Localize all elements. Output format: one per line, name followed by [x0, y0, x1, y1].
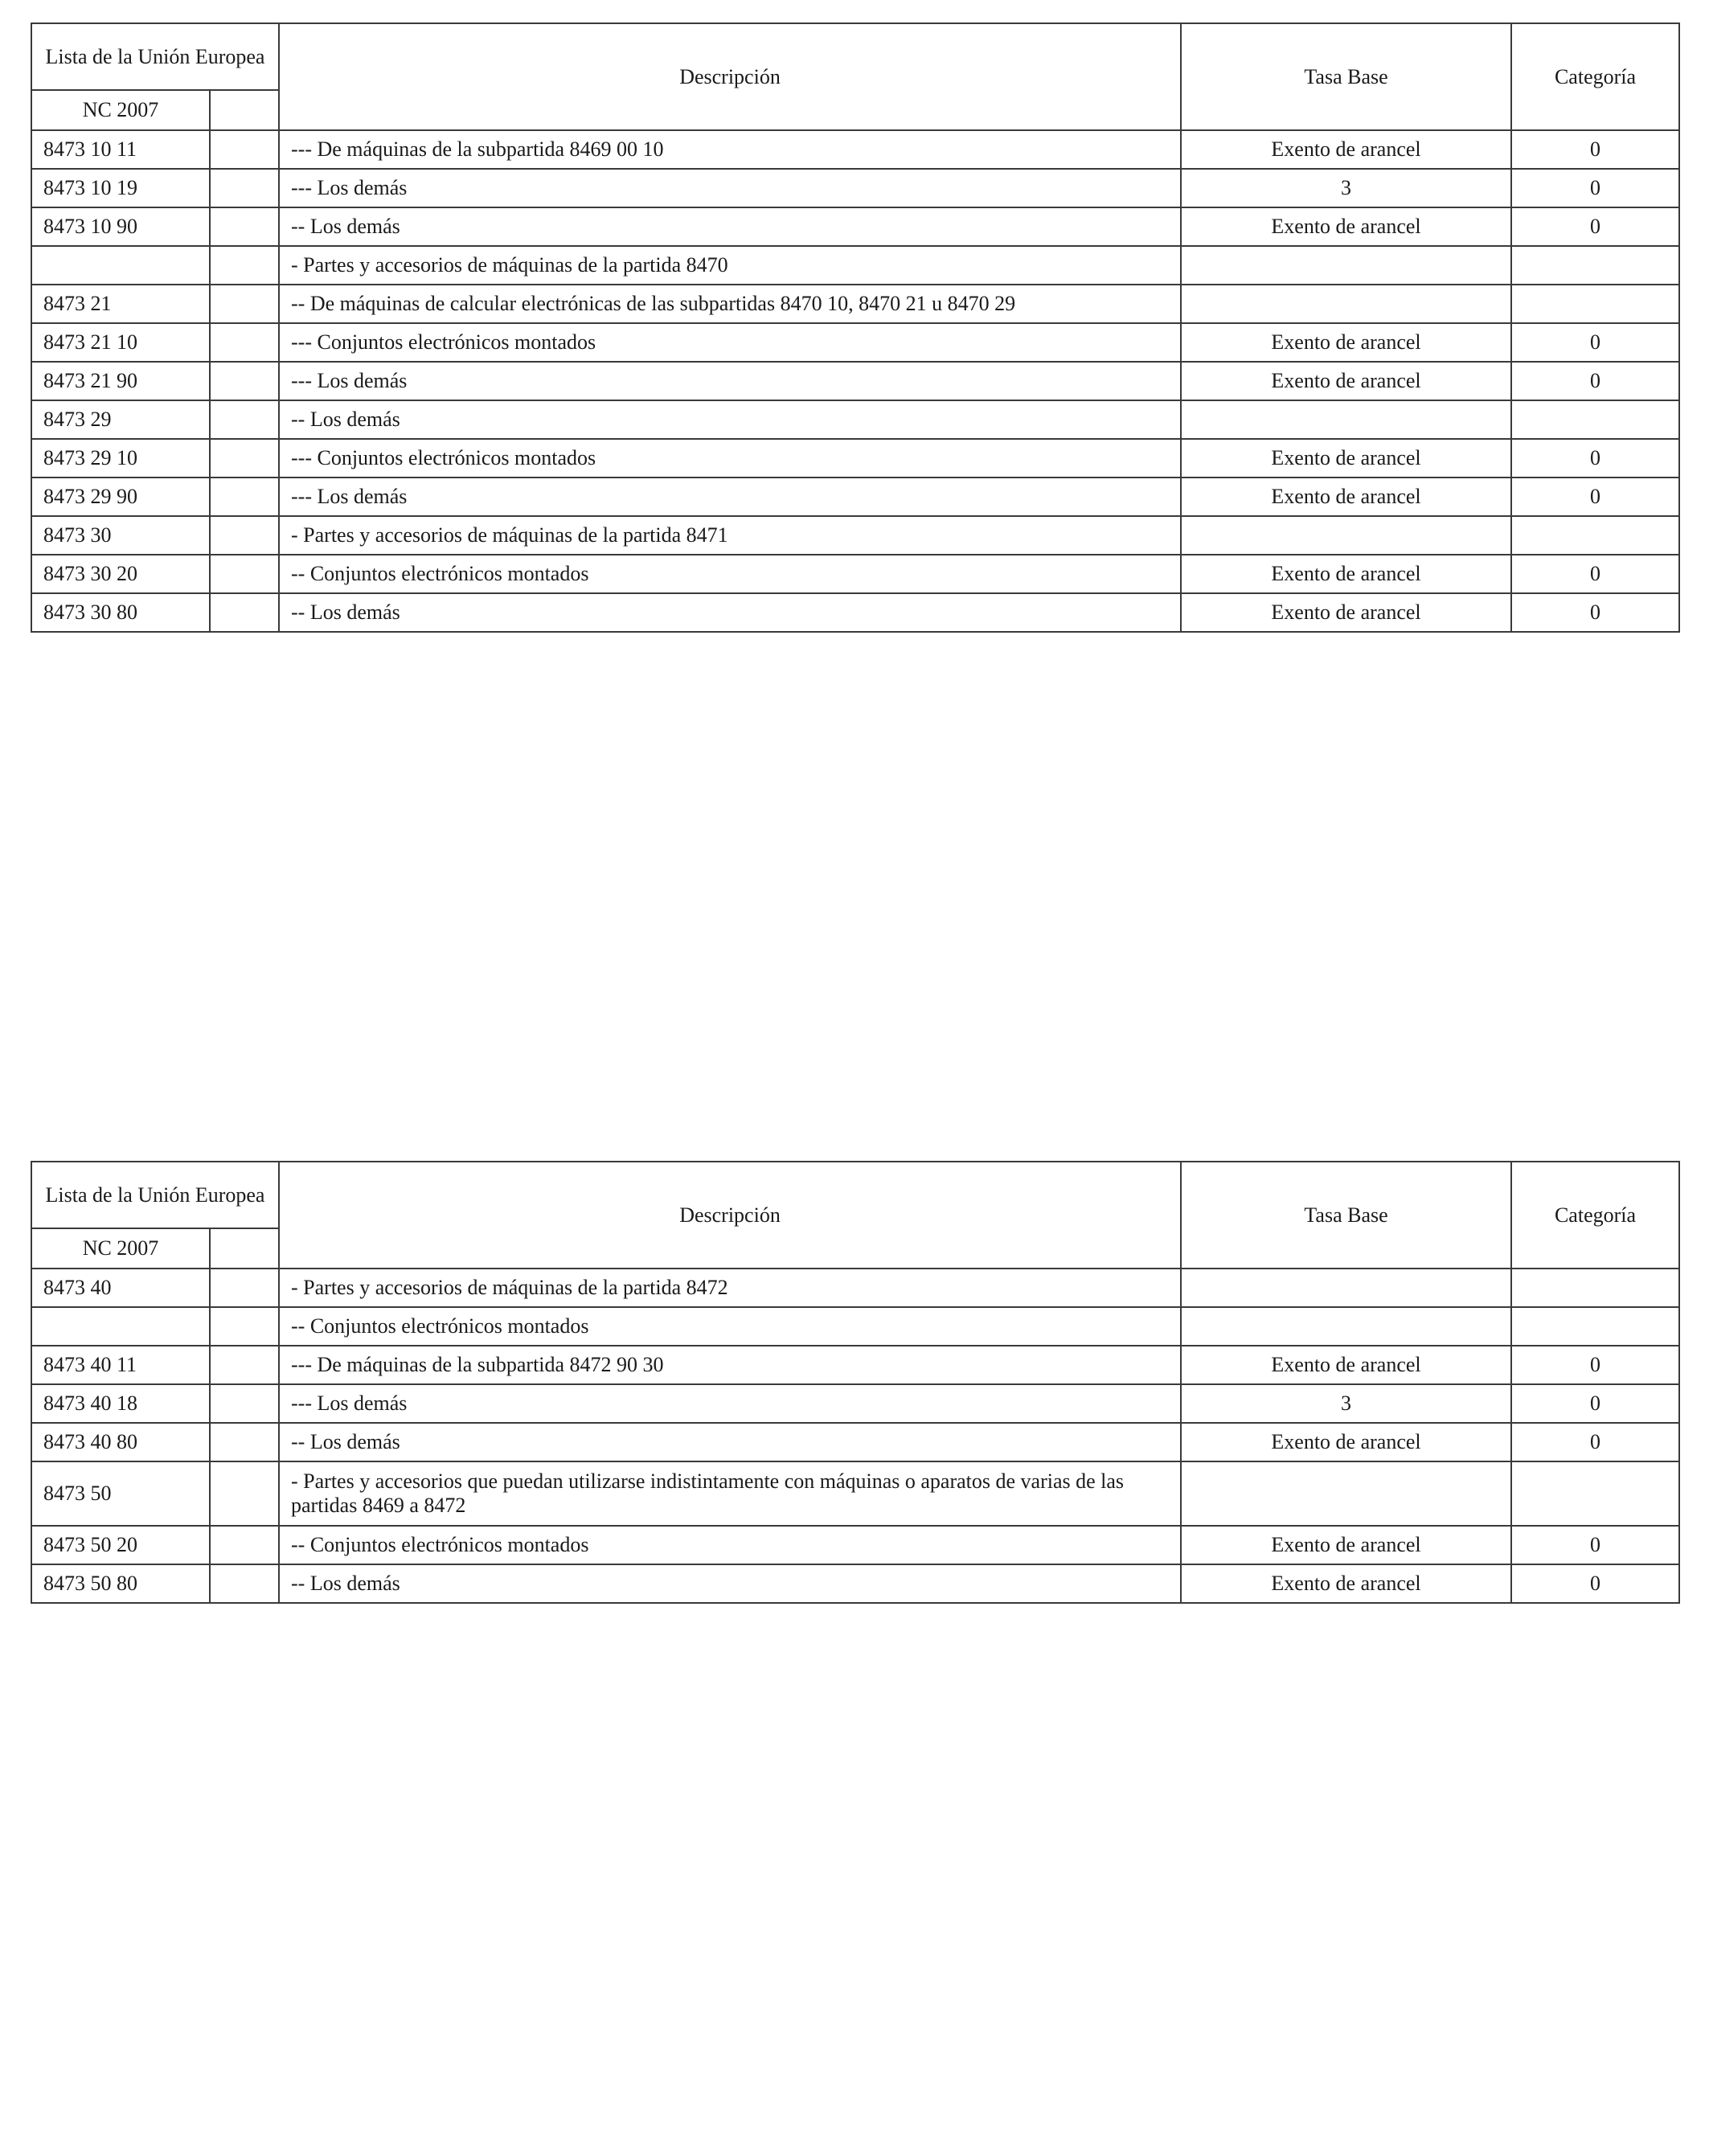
base-rate-cell: Exento de arancel — [1181, 130, 1511, 169]
nc-code-cell: 8473 21 10 — [31, 323, 210, 362]
table-row — [31, 323, 1679, 362]
empty-cell — [210, 285, 279, 323]
tariff-table-1 — [31, 23, 1680, 633]
empty-cell — [210, 1423, 279, 1461]
nc-code-cell: 8473 21 — [31, 285, 210, 323]
nc-code-cell: 8473 30 20 — [31, 555, 210, 593]
table-row — [31, 246, 1679, 285]
empty-header-cell — [210, 90, 279, 130]
nc-header: NC 2007 — [31, 1228, 210, 1269]
description-cell: --- De máquinas de la subpartida 8469 00 10 — [279, 130, 1181, 169]
nc-code-cell: 8473 21 90 — [31, 362, 210, 400]
description-cell: --- Conjuntos electrónicos montados — [279, 439, 1181, 478]
table-row — [31, 1384, 1679, 1423]
base-rate-cell — [1181, 285, 1511, 323]
base-rate-cell — [1181, 1307, 1511, 1346]
category-cell — [1511, 1269, 1679, 1307]
table-row — [31, 400, 1679, 439]
nc-code-cell — [31, 246, 210, 285]
category-cell — [1511, 1307, 1679, 1346]
empty-cell — [210, 1564, 279, 1603]
description-cell: -- Los demás — [279, 1423, 1181, 1461]
category-cell — [1511, 400, 1679, 439]
nc-code-cell: 8473 10 90 — [31, 207, 210, 246]
base-rate-cell: 3 — [1181, 1384, 1511, 1423]
table-row — [31, 169, 1679, 207]
description-cell: - Partes y accesorios de máquinas de la partida 8470 — [279, 246, 1181, 285]
table-row — [31, 1526, 1679, 1564]
empty-cell — [210, 400, 279, 439]
list-header: Lista de la Unión Europea — [31, 1162, 279, 1228]
empty-cell — [210, 516, 279, 555]
base-rate-cell: Exento de arancel — [1181, 362, 1511, 400]
empty-cell — [210, 593, 279, 632]
nc-code-cell: 8473 40 18 — [31, 1384, 210, 1423]
base-rate-cell — [1181, 400, 1511, 439]
empty-cell — [210, 1307, 279, 1346]
category-cell: 0 — [1511, 130, 1679, 169]
nc-code-cell: 8473 10 11 — [31, 130, 210, 169]
base-rate-cell — [1181, 246, 1511, 285]
category-header: Categoría — [1511, 23, 1679, 130]
category-cell — [1511, 285, 1679, 323]
empty-cell — [210, 130, 279, 169]
description-cell: -- Conjuntos electrónicos montados — [279, 1307, 1181, 1346]
category-header: Categoría — [1511, 1162, 1679, 1269]
nc-code-cell: 8473 30 — [31, 516, 210, 555]
description-cell: -- Los demás — [279, 1564, 1181, 1603]
empty-cell — [210, 1384, 279, 1423]
description-cell: - Partes y accesorios de máquinas de la partida 8472 — [279, 1269, 1181, 1307]
base-rate-cell: Exento de arancel — [1181, 439, 1511, 478]
base-rate-cell: Exento de arancel — [1181, 1346, 1511, 1384]
category-cell: 0 — [1511, 593, 1679, 632]
nc-code-cell: 8473 10 19 — [31, 169, 210, 207]
category-cell — [1511, 516, 1679, 555]
base-rate-cell — [1181, 516, 1511, 555]
nc-code-cell: 8473 40 80 — [31, 1423, 210, 1461]
category-cell: 0 — [1511, 439, 1679, 478]
category-cell: 0 — [1511, 207, 1679, 246]
base-rate-header: Tasa Base — [1181, 23, 1511, 130]
empty-header-cell — [210, 1228, 279, 1269]
category-cell: 0 — [1511, 169, 1679, 207]
table-row — [31, 516, 1679, 555]
description-header: Descripción — [279, 1162, 1181, 1269]
empty-cell — [210, 1526, 279, 1564]
base-rate-cell: Exento de arancel — [1181, 1564, 1511, 1603]
empty-cell — [210, 439, 279, 478]
table-row — [31, 1269, 1679, 1307]
base-rate-cell: Exento de arancel — [1181, 1526, 1511, 1564]
empty-cell — [210, 555, 279, 593]
description-cell: --- Conjuntos electrónicos montados — [279, 323, 1181, 362]
category-cell — [1511, 1461, 1679, 1526]
table-row — [31, 555, 1679, 593]
nc-code-cell: 8473 40 11 — [31, 1346, 210, 1384]
nc-code-cell: 8473 29 10 — [31, 439, 210, 478]
tariff-table-2 — [31, 1161, 1680, 1604]
category-cell: 0 — [1511, 1423, 1679, 1461]
nc-code-cell: 8473 29 — [31, 400, 210, 439]
category-cell — [1511, 246, 1679, 285]
nc-code-cell: 8473 50 — [31, 1461, 210, 1526]
nc-code-cell: 8473 30 80 — [31, 593, 210, 632]
table-row — [31, 593, 1679, 632]
base-rate-cell: Exento de arancel — [1181, 593, 1511, 632]
description-cell: -- Los demás — [279, 593, 1181, 632]
description-cell: -- Los demás — [279, 207, 1181, 246]
category-cell: 0 — [1511, 1564, 1679, 1603]
description-cell: - Partes y accesorios que puedan utilizarse indistintamente con máquinas o aparatos de varias de las partidas 8469 a 8472 — [279, 1461, 1181, 1526]
empty-cell — [210, 1461, 279, 1526]
nc-code-cell: 8473 50 20 — [31, 1526, 210, 1564]
description-cell: -- Conjuntos electrónicos montados — [279, 555, 1181, 593]
table-row — [31, 439, 1679, 478]
base-rate-cell: 3 — [1181, 169, 1511, 207]
category-cell: 0 — [1511, 1346, 1679, 1384]
header-row — [31, 1162, 1679, 1228]
header-row — [31, 23, 1679, 90]
base-rate-cell — [1181, 1461, 1511, 1526]
table-row — [31, 1346, 1679, 1384]
empty-cell — [210, 478, 279, 516]
empty-cell — [210, 169, 279, 207]
table-row — [31, 362, 1679, 400]
base-rate-header: Tasa Base — [1181, 1162, 1511, 1269]
table-body — [31, 23, 1679, 632]
table-row — [31, 285, 1679, 323]
empty-cell — [210, 207, 279, 246]
table-row — [31, 1307, 1679, 1346]
empty-cell — [210, 323, 279, 362]
description-cell: -- Los demás — [279, 400, 1181, 439]
empty-cell — [210, 362, 279, 400]
empty-cell — [210, 1346, 279, 1384]
base-rate-cell — [1181, 1269, 1511, 1307]
table-row — [31, 130, 1679, 169]
base-rate-cell: Exento de arancel — [1181, 478, 1511, 516]
nc-code-cell: 8473 29 90 — [31, 478, 210, 516]
description-cell: --- Los demás — [279, 478, 1181, 516]
base-rate-cell: Exento de arancel — [1181, 555, 1511, 593]
base-rate-cell: Exento de arancel — [1181, 323, 1511, 362]
nc-code-cell: 8473 50 80 — [31, 1564, 210, 1603]
table-row — [31, 1461, 1679, 1526]
description-cell: --- Los demás — [279, 1384, 1181, 1423]
table-row — [31, 478, 1679, 516]
table-row — [31, 1564, 1679, 1603]
description-cell: --- Los demás — [279, 169, 1181, 207]
description-cell: --- Los demás — [279, 362, 1181, 400]
category-cell: 0 — [1511, 478, 1679, 516]
description-header: Descripción — [279, 23, 1181, 130]
list-header: Lista de la Unión Europea — [31, 23, 279, 90]
nc-code-cell — [31, 1307, 210, 1346]
empty-cell — [210, 246, 279, 285]
empty-cell — [210, 1269, 279, 1307]
description-cell: - Partes y accesorios de máquinas de la partida 8471 — [279, 516, 1181, 555]
description-cell: -- Conjuntos electrónicos montados — [279, 1526, 1181, 1564]
nc-header: NC 2007 — [31, 90, 210, 130]
category-cell: 0 — [1511, 362, 1679, 400]
nc-code-cell: 8473 40 — [31, 1269, 210, 1307]
table-row — [31, 1423, 1679, 1461]
table-body — [31, 1162, 1679, 1603]
description-cell: -- De máquinas de calcular electrónicas de las subpartidas 8470 10, 8470 21 u 8470 29 — [279, 285, 1181, 323]
category-cell: 0 — [1511, 1384, 1679, 1423]
category-cell: 0 — [1511, 323, 1679, 362]
category-cell: 0 — [1511, 1526, 1679, 1564]
table-row — [31, 207, 1679, 246]
category-cell: 0 — [1511, 555, 1679, 593]
base-rate-cell: Exento de arancel — [1181, 1423, 1511, 1461]
description-cell: --- De máquinas de la subpartida 8472 90 30 — [279, 1346, 1181, 1384]
base-rate-cell: Exento de arancel — [1181, 207, 1511, 246]
